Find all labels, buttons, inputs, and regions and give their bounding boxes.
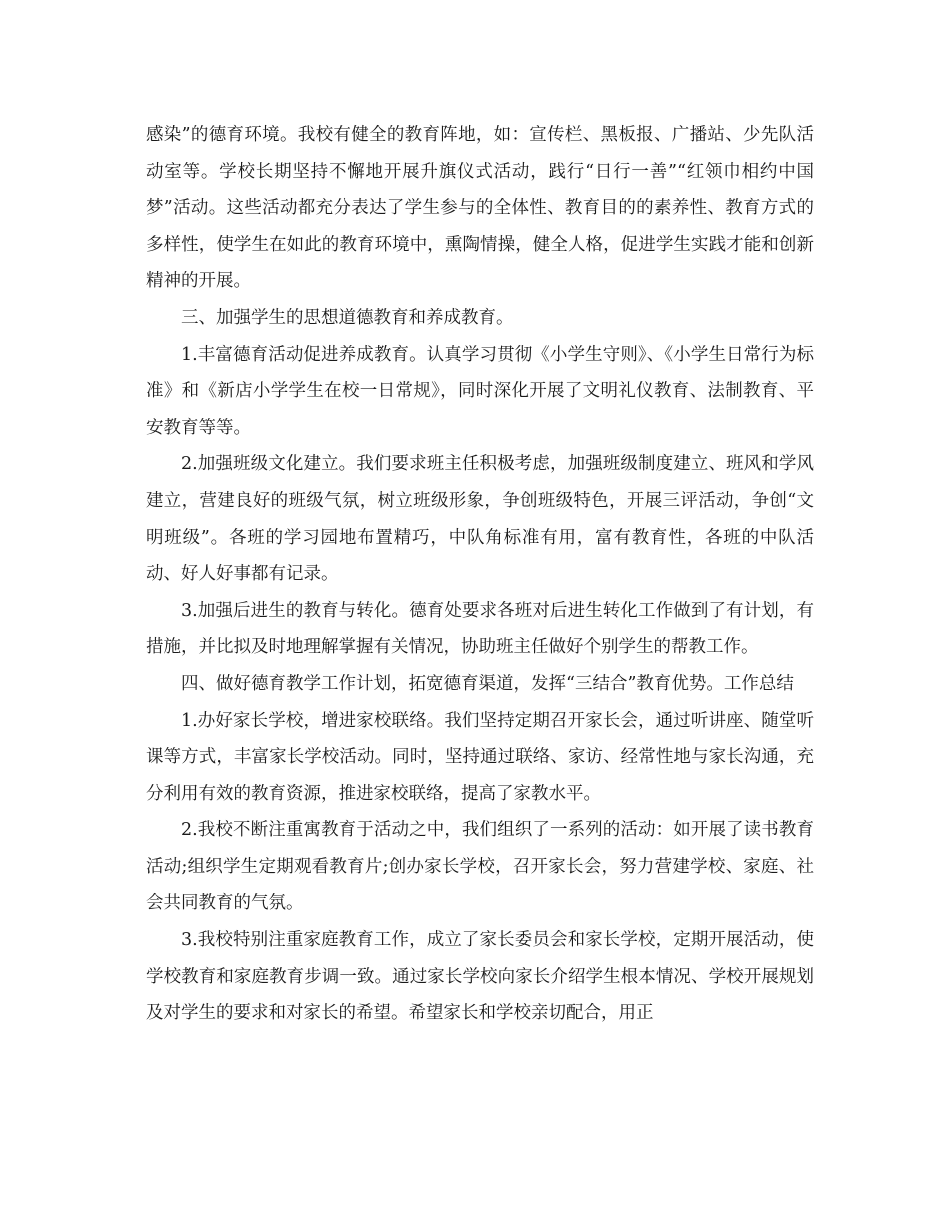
paragraph-5: 3.加强后进生的教育与转化。德育处要求各班对后进生转化工作做到了有计划，有措施，并比拟及时地理解掌握有关情况，协助班主任做好个别学生的帮教工作。	[146, 600, 814, 658]
paragraph-6-section-heading: 四、做好德育教学工作计划，拓宽德育渠道，发挥“三结合”教育优势。工作总结	[181, 673, 794, 694]
paragraph-4: 2.加强班级文化建立。我们要求班主任积极考虑，加强班级制度建立、班风和学风建立，营建良好的班级气氛，树立班级形象，争创班级特色，开展三评活动，争创“文明班级”。各班的学习园地布置精巧，中队角标准有用，富有教育性，各班的中队活动、好人好事都有记录。	[146, 454, 814, 585]
paragraph-1: 感染”的德育环境。我校有健全的教育阵地，如：宣传栏、黑板报、广播站、少先队活动室等。学校长期坚持不懈地开展升旗仪式活动，践行“日行一善”“红领巾相约中国梦”活动。这些活动都充分表达了学生参与的全体性、教育目的的素养性、教育方式的多样性，使学生在如此的教育环境中，熏陶情操，健全人格，促进学生实践才能和创新精神的开展。	[146, 125, 814, 292]
paragraph-3: 1.丰富德育活动促进养成教育。认真学习贯彻《小学生守则》、《小学生日常行为标准》和《新店小学学生在校一日常规》，同时深化开展了文明礼仪教育、法制教育、平安教育等等。	[146, 344, 814, 438]
document-body	[146, 117, 814, 1032]
paragraph-7: 1.办好家长学校，增进家校联络。我们坚持定期召开家长会，通过听讲座、随堂听课等方式，丰富家长学校活动。同时，坚持通过联络、家访、经常性地与家长沟通，充分利用有效的教育资源，推进家校联络，提高了家教水平。	[146, 710, 814, 804]
paragraph-9: 3.我校特别注重家庭教育工作，成立了家长委员会和家长学校，定期开展活动，使学校教育和家庭教育步调一致。通过家长学校向家长介绍学生根本情况、学校开展规划及对学生的要求和对家长的希望。希望家长和学校亲切配合，用正	[146, 930, 814, 1024]
paragraph-2-section-heading: 三、加强学生的思想道德教育和养成教育。	[181, 307, 514, 328]
paragraph-8: 2.我校不断注重寓教育于活动之中，我们组织了一系列的活动：如开展了读书教育活动;组织学生定期观看教育片;创办家长学校，召开家长会，努力营建学校、家庭、社会共同教育的气氛。	[146, 820, 814, 914]
